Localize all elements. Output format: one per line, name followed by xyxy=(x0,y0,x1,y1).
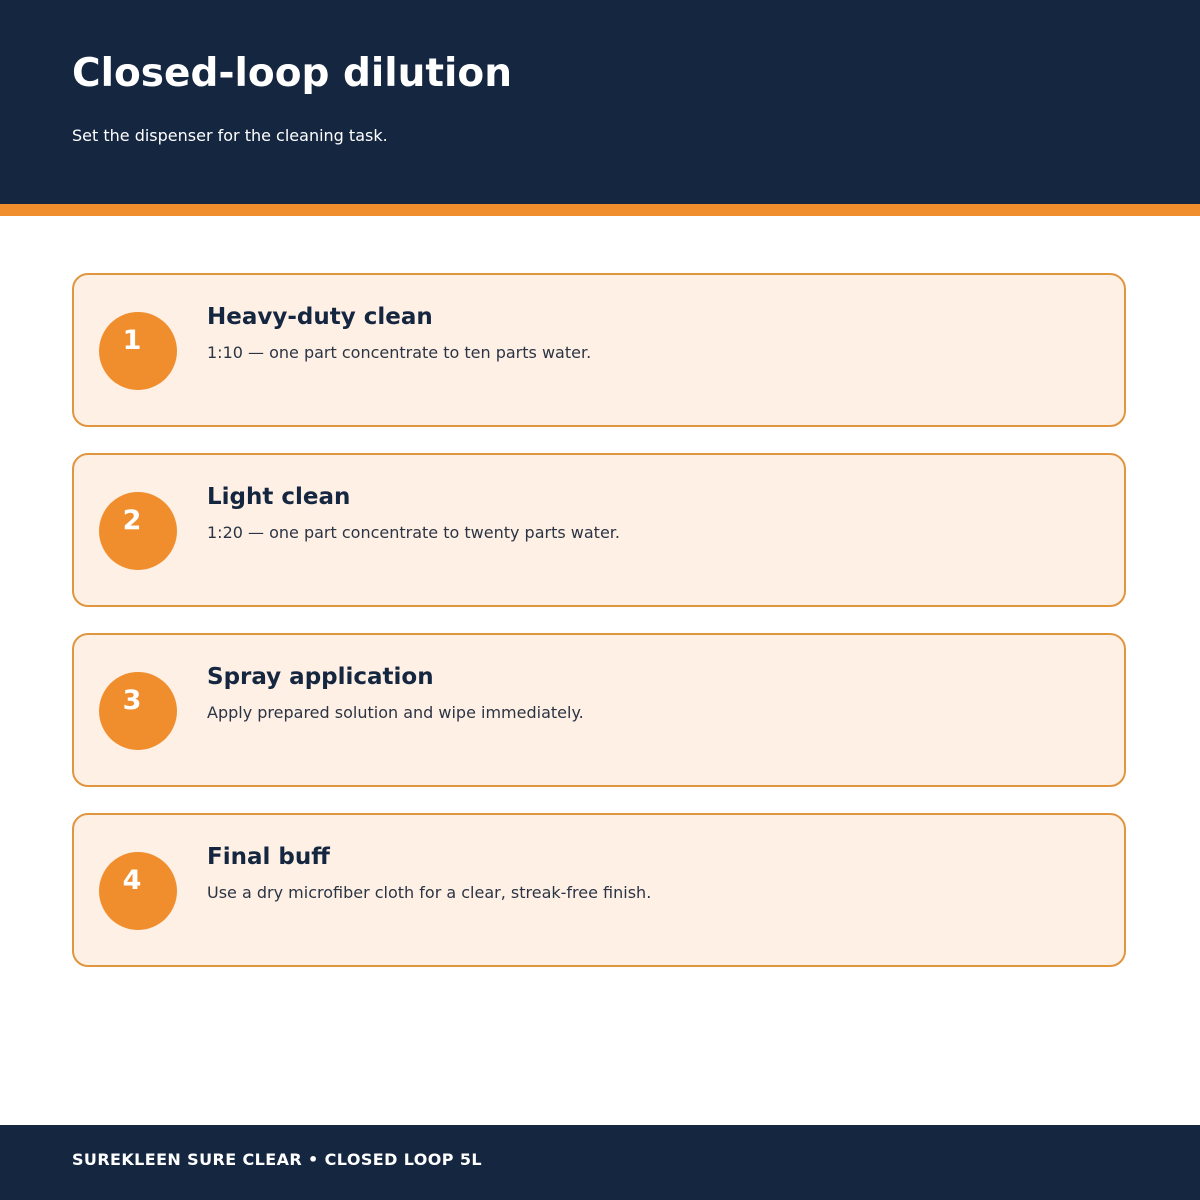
accent-divider xyxy=(0,204,1200,216)
step-card-3 xyxy=(72,633,1126,787)
page-title: Closed-loop dilution xyxy=(72,51,512,96)
footer-bar xyxy=(0,1125,1200,1200)
step-card-4 xyxy=(72,813,1126,967)
page-subtitle: Set the dispenser for the cleaning task. xyxy=(72,126,388,145)
step-number-badge xyxy=(99,672,177,750)
step-title: Spray application xyxy=(207,664,434,690)
step-number: 4 xyxy=(122,865,142,896)
step-description: Use a dry microfiber cloth for a clear, streak-free finish. xyxy=(207,883,652,902)
step-title: Heavy-duty clean xyxy=(207,304,433,330)
step-description: Apply prepared solution and wipe immediately. xyxy=(207,703,584,722)
step-number-badge xyxy=(99,312,177,390)
step-card-2 xyxy=(72,453,1126,607)
header-banner xyxy=(0,0,1200,204)
step-number-badge xyxy=(99,852,177,930)
step-card-1 xyxy=(72,273,1126,427)
footer-product-label: SUREKLEEN SURE CLEAR • CLOSED LOOP 5L xyxy=(72,1150,482,1169)
step-description: 1:20 — one part concentrate to twenty parts water. xyxy=(207,523,620,542)
step-title: Final buff xyxy=(207,844,330,870)
step-number: 1 xyxy=(122,325,142,356)
step-number-badge xyxy=(99,492,177,570)
step-number: 2 xyxy=(122,505,142,536)
step-description: 1:10 — one part concentrate to ten parts water. xyxy=(207,343,592,362)
step-title: Light clean xyxy=(207,484,351,510)
step-number: 3 xyxy=(122,685,142,716)
